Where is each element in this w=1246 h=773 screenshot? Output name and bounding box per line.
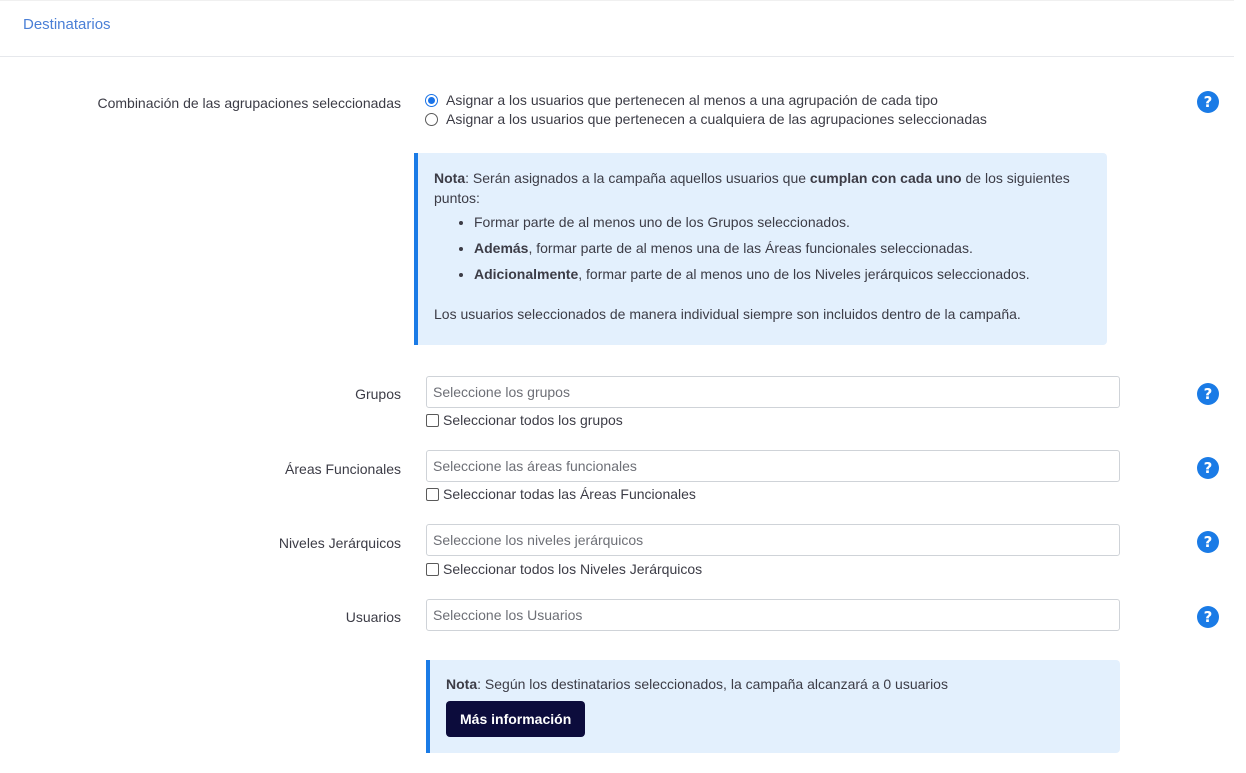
reach-text (446, 676, 1104, 692)
list-item (474, 212, 1089, 232)
note-text: : Serán asignados a la campaña aquellos usuarios que (465, 170, 810, 186)
radio-option-each-type[interactable] (425, 92, 938, 108)
list-item-bold: Adicionalmente (474, 266, 579, 282)
checkbox-icon[interactable] (426, 488, 439, 501)
radio-option-label[interactable]: Asignar a los usuarios que pertenecen al menos a una agrupación de cada tipo (446, 92, 938, 108)
list-item (474, 238, 1089, 258)
niveles-label: Niveles Jerárquicos (278, 535, 401, 551)
select-all-niveles[interactable] (426, 561, 702, 577)
usuarios-label: Usuarios (345, 609, 401, 625)
note-bold: cumplan con cada uno (809, 170, 962, 186)
radio-option-any[interactable] (425, 111, 987, 127)
note-box-rules (414, 153, 1107, 345)
areas-select[interactable]: Seleccione las áreas funcionales (426, 450, 1120, 482)
niveles-select[interactable]: Seleccione los niveles jerárquicos (426, 524, 1120, 556)
grupos-select[interactable]: Seleccione los grupos (426, 376, 1120, 408)
help-icon[interactable]: ? (1197, 606, 1219, 628)
card-header (0, 0, 1234, 57)
checkbox-icon[interactable] (426, 563, 439, 576)
note-text: : Según los destinatarios seleccionados, la campaña alcanzará a 0 usuarios (477, 676, 948, 692)
checkbox-label[interactable]: Seleccionar todas las Áreas Funcionales (443, 486, 696, 502)
section-title: Destinatarios (23, 16, 111, 33)
radio-option-label[interactable]: Asignar a los usuarios que pertenecen a cualquiera de las agrupaciones seleccionadas (446, 111, 987, 127)
combination-label: Combinación de las agrupaciones seleccionadas (97, 95, 401, 111)
checkbox-label[interactable]: Seleccionar todos los grupos (443, 412, 623, 428)
checkbox-label[interactable]: Seleccionar todos los Niveles Jerárquicos (443, 561, 703, 577)
help-icon[interactable]: ? (1197, 91, 1219, 113)
list-item-text: Formar parte de al menos uno de los Grupos seleccionados. (474, 214, 850, 230)
note-intro (434, 168, 1089, 208)
list-item (474, 264, 1089, 284)
radio-unselected-icon[interactable] (425, 113, 438, 126)
help-icon[interactable]: ? (1197, 457, 1219, 479)
help-icon[interactable]: ? (1197, 383, 1219, 405)
list-item-text: , formar parte de al menos una de las Áreas funcionales seleccionadas. (528, 240, 973, 256)
note-text: de los siguientes puntos: (434, 170, 1070, 206)
radio-selected-icon[interactable] (425, 94, 438, 107)
list-item-text: , formar parte de al menos uno de los Niveles jerárquicos seleccionados. (578, 266, 1030, 282)
note-footer: Los usuarios seleccionados de manera individual siempre son incluidos dentro de la campaña. (434, 306, 1021, 322)
select-all-areas[interactable] (426, 486, 696, 502)
note-box-reach (426, 660, 1120, 753)
usuarios-select[interactable]: Seleccione los Usuarios (426, 599, 1120, 631)
rules-list (434, 212, 1089, 284)
more-info-button[interactable]: Más información (446, 701, 585, 737)
note-prefix: Nota (434, 170, 466, 186)
checkbox-icon[interactable] (426, 414, 439, 427)
areas-label: Áreas Funcionales (285, 461, 401, 477)
list-item-bold: Además (474, 240, 529, 256)
note-prefix: Nota (446, 676, 478, 692)
select-all-grupos[interactable] (426, 412, 623, 428)
grupos-label: Grupos (355, 386, 401, 402)
help-icon[interactable]: ? (1197, 531, 1219, 553)
